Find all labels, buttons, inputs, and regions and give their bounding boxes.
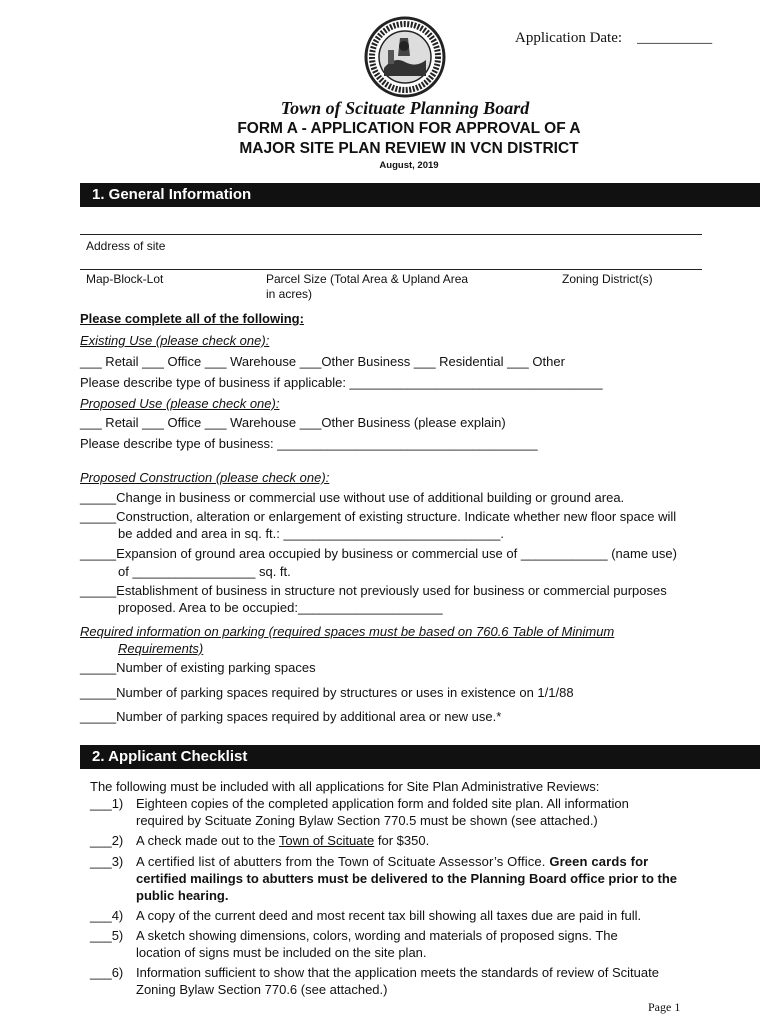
section-2-heading: 2. Applicant Checklist — [80, 745, 760, 769]
town-of-scituate-link: Town of Scituate — [278, 833, 375, 848]
construction-option-4-cont[interactable]: proposed. Area to be occupied:____________________ — [118, 600, 443, 615]
construction-option-3-cont[interactable]: of _________________ sq. ft. — [118, 564, 291, 579]
parking-heading-cont: Requirements) — [118, 641, 204, 656]
checklist-item-3-line-3: public hearing. — [136, 888, 229, 903]
checklist-item-2-text: A check made out to the Town of Scituate for $350. — [136, 833, 430, 848]
checklist-item-6-line-1: Information sufficient to show that the application meets the standards of review of Scituate — [136, 965, 659, 980]
parking-required-new[interactable]: _____Number of parking spaces required by additional area or new use.* — [80, 709, 502, 724]
proposed-construction-heading: Proposed Construction (please check one): — [80, 470, 330, 485]
parcel-size-label-1: Parcel Size (Total Area & Upland Area — [266, 272, 469, 286]
section-1-heading: 1. General Information — [80, 183, 760, 207]
town-title: Town of Scituate Planning Board — [280, 98, 530, 118]
proposed-use-options[interactable]: ___ Retail ___ Office ___ Warehouse ___Other Business (please explain) — [80, 415, 506, 430]
parking-existing[interactable]: _____Number of existing parking spaces — [80, 660, 316, 675]
construction-option-3[interactable]: _____Expansion of ground area occupied by business or commercial use of ____________ (name use) — [80, 546, 677, 561]
form-date: August, 2019 — [379, 160, 439, 171]
application-date-label: Application Date: — [515, 30, 623, 46]
construction-option-1[interactable]: _____Change in business or commercial use without use of additional building or ground area. — [80, 490, 625, 505]
construction-option-2-cont[interactable]: be added and area in sq. ft.: ______________________________. — [118, 526, 505, 541]
map-block-lot-label: Map-Block-Lot — [86, 272, 164, 286]
construction-option-4[interactable]: _____Establishment of business in structure not previously used for business or commercial purposes — [80, 583, 667, 598]
address-line[interactable] — [80, 234, 702, 235]
checklist-item-3-line-1: A certified list of abutters from the Town of Scituate Assessor’s Office. Green cards for — [136, 854, 649, 869]
application-date — [515, 30, 712, 47]
application-date-field[interactable]: __________ — [637, 30, 713, 46]
checklist-intro: The following must be included with all applications for Site Plan Administrative Reviews: — [90, 779, 600, 794]
parking-heading: Required information on parking (required spaces must be based on 760.6 Table of Minimum — [80, 624, 615, 639]
checklist-item-1-num[interactable]: ___1) — [90, 796, 124, 811]
existing-use-options[interactable]: ___ Retail ___ Office ___ Warehouse ___Other Business ___ Residential ___ Other — [80, 354, 565, 369]
checklist-item-2-num[interactable]: ___2) — [90, 833, 124, 848]
checklist-item-4-line-1: A copy of the current deed and most recent tax bill showing all taxes due are paid in full. — [136, 908, 642, 923]
complete-all-heading: Please complete all of the following: — [80, 311, 304, 326]
address-label: Address of site — [86, 239, 166, 253]
checklist-item-1-line-1: Eighteen copies of the completed application form and folded site plan. All information — [136, 796, 629, 811]
checklist-item-4-num[interactable]: ___4) — [90, 908, 124, 923]
parking-required-existing[interactable]: _____Number of parking spaces required by structures or uses in existence on 1/1/88 — [80, 685, 574, 700]
checklist-item-6-line-2: Zoning Bylaw Section 770.6 (see attached.) — [136, 982, 388, 997]
map-block-lot-line[interactable] — [80, 269, 702, 270]
checklist-item-1-line-2: required by Scituate Zoning Bylaw Section 770.5 must be shown (see attached.) — [136, 813, 598, 828]
construction-option-2[interactable]: _____Construction, alteration or enlargement of existing structure. Indicate whether new floor space will — [80, 509, 677, 524]
form-title-line-2: MAJOR SITE PLAN REVIEW IN VCN DISTRICT — [239, 140, 579, 157]
existing-use-heading: Existing Use (please check one): — [80, 333, 270, 348]
proposed-use-heading: Proposed Use (please check one): — [80, 396, 280, 411]
checklist-item-3-num[interactable]: ___3) — [90, 854, 124, 869]
checklist-item-5-line-1: A sketch showing dimensions, colors, wording and materials of proposed signs. The — [136, 928, 618, 943]
checklist-item-5-line-2: location of signs must be included on the site plan. — [136, 945, 427, 960]
zoning-district-label: Zoning District(s) — [562, 272, 653, 286]
page-number: Page 1 — [648, 1000, 681, 1014]
town-seal-logo — [364, 16, 446, 98]
checklist-item-5-num[interactable]: ___5) — [90, 928, 124, 943]
describe-business-applicable[interactable]: Please describe type of business if applicable: ___________________________________ — [80, 375, 603, 390]
form-title-line-1: FORM A - APPLICATION FOR APPROVAL OF A — [237, 120, 581, 137]
checklist-item-3-line-2: certified mailings to abutters must be delivered to the Planning Board office prior to the — [136, 871, 678, 886]
parcel-size-label-2: in acres) — [266, 287, 313, 301]
describe-business[interactable]: Please describe type of business: ____________________________________ — [80, 436, 538, 451]
checklist-item-6-num[interactable]: ___6) — [90, 965, 124, 980]
